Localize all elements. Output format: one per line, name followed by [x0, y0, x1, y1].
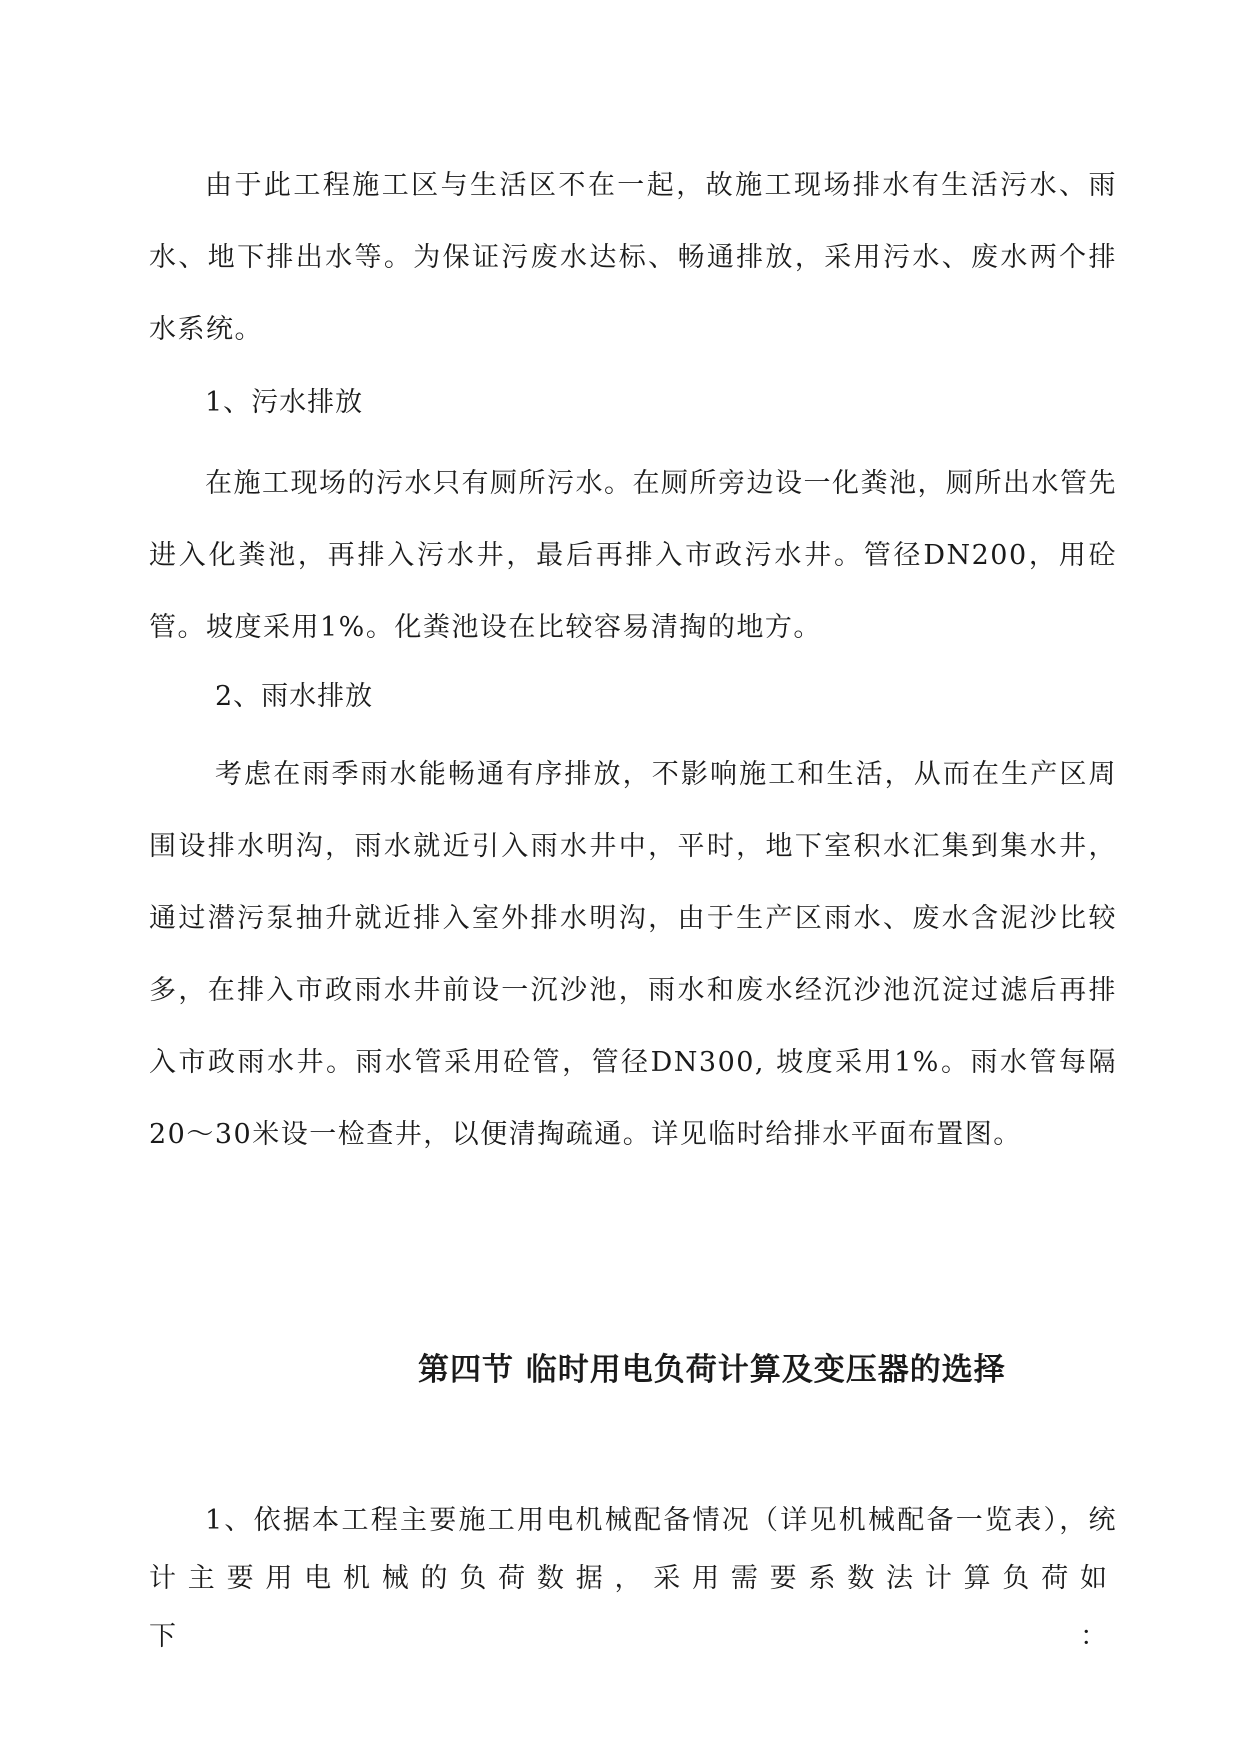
sewage-paragraph: 在施工现场的污水只有厕所污水。在厕所旁边设一化粪池，厕所出水管先进入化粪池，再排入污水井，最后再排入市政污水井。管径DN200，用砼管。坡度采用1%。化粪池设在比较容易清掏的地方。 — [149, 468, 1117, 643]
load-paragraph-line-1: 1、依据本工程主要施工用电机械配备情况（详见机械配备一览表），统 — [205, 1505, 1117, 1536]
rain-paragraph: 考虑在雨季雨水能畅通有序排放，不影响施工和生活，从而在生产区周围设排水明沟，雨水就近引入雨水井中，平时，地下室积水汇集到集水井，通过潜污泵抽升就近排入室外排水明沟，由于生产区雨水、废水含泥沙比较多，在排入市政雨水井前设一沉沙池，雨水和废水经沉沙池沉淀过滤后再排入市政雨水井。雨水管采用砼管，管径DN300, 坡度采用1%。雨水管每隔20～30米设一检查井，以便清掏疏通。详见临时给排水平面布置图。 — [149, 759, 1117, 1150]
rain-heading: 2、雨水排放 — [215, 681, 374, 712]
intro-paragraph: 由于此工程施工区与生活区不在一起，故施工现场排水有生活污水、雨水、地下排出水等。为保证污废水达标、畅通排放，采用污水、废水两个排水系统。 — [149, 170, 1117, 345]
section-title: 第四节 临时用电负荷计算及变压器的选择 — [418, 1352, 1006, 1388]
sewage-heading: 1、污水排放 — [205, 387, 364, 418]
load-paragraph-line-2: 计主要用电机械的负荷数据，采用需要系数法计算负荷如下： — [149, 1563, 1117, 1652]
